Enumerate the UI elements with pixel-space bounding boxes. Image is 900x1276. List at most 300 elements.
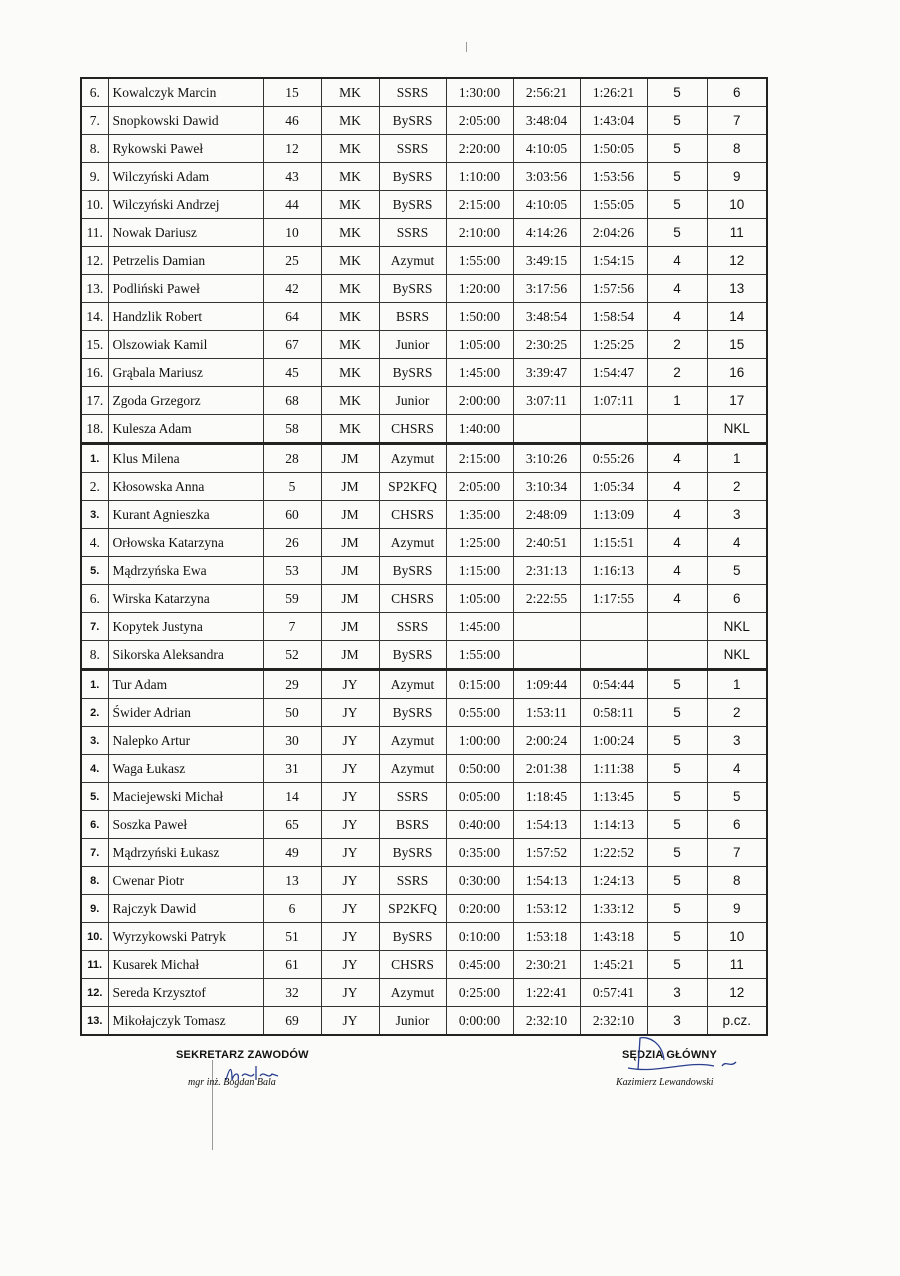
finish-time-cell: 3:49:15	[513, 247, 580, 275]
category-cell: JY	[321, 979, 379, 1007]
table-row	[81, 275, 767, 303]
points-cell: 5	[647, 107, 707, 135]
club-cell: BySRS	[379, 699, 446, 727]
secretary-title: SEKRETARZ ZAWODÓW	[176, 1049, 309, 1061]
club-cell: Azymut	[379, 755, 446, 783]
start-time-cell: 2:15:00	[446, 444, 513, 473]
points-cell	[647, 415, 707, 444]
club-cell: SSRS	[379, 867, 446, 895]
start-number-cell: 26	[263, 529, 321, 557]
finish-time-cell: 1:09:44	[513, 670, 580, 699]
row-number-cell: 2.	[81, 699, 108, 727]
place-cell: 8	[707, 867, 767, 895]
place-cell: 14	[707, 303, 767, 331]
result-time-cell: 2:04:26	[580, 219, 647, 247]
place-cell: 5	[707, 783, 767, 811]
competitor-name-cell: Petrzelis Damian	[108, 247, 263, 275]
table-row	[81, 331, 767, 359]
place-cell: 1	[707, 444, 767, 473]
table-row	[81, 247, 767, 275]
points-cell: 5	[647, 135, 707, 163]
points-cell: 5	[647, 951, 707, 979]
points-cell: 5	[647, 839, 707, 867]
club-cell: SSRS	[379, 613, 446, 641]
start-time-cell: 1:35:00	[446, 501, 513, 529]
club-cell: Azymut	[379, 727, 446, 755]
category-cell: MK	[321, 387, 379, 415]
table-row	[81, 783, 767, 811]
start-time-cell: 0:55:00	[446, 699, 513, 727]
table-row	[81, 670, 767, 699]
finish-time-cell: 1:18:45	[513, 783, 580, 811]
finish-time-cell: 2:48:09	[513, 501, 580, 529]
category-cell: MK	[321, 135, 379, 163]
category-cell: JM	[321, 557, 379, 585]
result-time-cell: 1:05:34	[580, 473, 647, 501]
club-cell: SSRS	[379, 135, 446, 163]
category-cell: MK	[321, 303, 379, 331]
competitor-name-cell: Waga Łukasz	[108, 755, 263, 783]
start-number-cell: 12	[263, 135, 321, 163]
start-number-cell: 45	[263, 359, 321, 387]
result-time-cell: 1:07:11	[580, 387, 647, 415]
place-cell: 11	[707, 951, 767, 979]
row-number-cell: 11.	[81, 951, 108, 979]
row-number-cell: 18.	[81, 415, 108, 444]
place-cell: NKL	[707, 641, 767, 670]
row-number-cell: 6.	[81, 78, 108, 107]
scan-mark-top	[466, 42, 467, 52]
club-cell: CHSRS	[379, 585, 446, 613]
points-cell: 2	[647, 359, 707, 387]
result-time-cell: 1:50:05	[580, 135, 647, 163]
points-cell: 4	[647, 557, 707, 585]
club-cell: BySRS	[379, 557, 446, 585]
points-cell: 4	[647, 529, 707, 557]
table-row	[81, 613, 767, 641]
competitor-name-cell: Handzlik Robert	[108, 303, 263, 331]
points-cell: 5	[647, 727, 707, 755]
finish-time-cell: 1:53:11	[513, 699, 580, 727]
points-cell: 5	[647, 78, 707, 107]
competitor-name-cell: Nalepko Artur	[108, 727, 263, 755]
start-number-cell: 49	[263, 839, 321, 867]
finish-time-cell: 4:14:26	[513, 219, 580, 247]
place-cell: 3	[707, 727, 767, 755]
place-cell: NKL	[707, 613, 767, 641]
club-cell: CHSRS	[379, 951, 446, 979]
table-row	[81, 951, 767, 979]
category-cell: JM	[321, 473, 379, 501]
row-number-cell: 9.	[81, 163, 108, 191]
start-number-cell: 69	[263, 1007, 321, 1036]
finish-time-cell: 1:53:12	[513, 895, 580, 923]
finish-time-cell: 3:17:56	[513, 275, 580, 303]
table-row	[81, 135, 767, 163]
result-time-cell: 1:14:13	[580, 811, 647, 839]
start-number-cell: 60	[263, 501, 321, 529]
start-number-cell: 29	[263, 670, 321, 699]
row-number-cell: 2.	[81, 473, 108, 501]
category-cell: MK	[321, 191, 379, 219]
place-cell: 7	[707, 107, 767, 135]
start-number-cell: 7	[263, 613, 321, 641]
row-number-cell: 15.	[81, 331, 108, 359]
row-number-cell: 8.	[81, 135, 108, 163]
competitor-name-cell: Kusarek Michał	[108, 951, 263, 979]
start-number-cell: 31	[263, 755, 321, 783]
row-number-cell: 7.	[81, 839, 108, 867]
competitor-name-cell: Wirska Katarzyna	[108, 585, 263, 613]
category-cell: MK	[321, 107, 379, 135]
club-cell: Azymut	[379, 529, 446, 557]
club-cell: BySRS	[379, 641, 446, 670]
points-cell: 5	[647, 219, 707, 247]
club-cell: Azymut	[379, 670, 446, 699]
club-cell: SSRS	[379, 78, 446, 107]
result-time-cell: 1:24:13	[580, 867, 647, 895]
finish-time-cell: 2:56:21	[513, 78, 580, 107]
points-cell: 5	[647, 163, 707, 191]
result-time-cell: 1:17:55	[580, 585, 647, 613]
competitor-name-cell: Mądrzyńska Ewa	[108, 557, 263, 585]
result-time-cell: 1:33:12	[580, 895, 647, 923]
result-time-cell: 1:55:05	[580, 191, 647, 219]
table-row	[81, 78, 767, 107]
table-row	[81, 839, 767, 867]
place-cell: 1	[707, 670, 767, 699]
start-number-cell: 30	[263, 727, 321, 755]
points-cell: 4	[647, 501, 707, 529]
place-cell: 4	[707, 529, 767, 557]
start-number-cell: 28	[263, 444, 321, 473]
start-time-cell: 1:30:00	[446, 78, 513, 107]
points-cell: 4	[647, 275, 707, 303]
start-time-cell: 1:55:00	[446, 641, 513, 670]
points-cell	[647, 613, 707, 641]
category-cell: MK	[321, 78, 379, 107]
row-number-cell: 4.	[81, 755, 108, 783]
category-cell: MK	[321, 275, 379, 303]
result-time-cell	[580, 641, 647, 670]
result-time-cell: 0:55:26	[580, 444, 647, 473]
club-cell: Junior	[379, 1007, 446, 1036]
category-cell: JY	[321, 1007, 379, 1036]
start-number-cell: 67	[263, 331, 321, 359]
result-time-cell: 1:43:18	[580, 923, 647, 951]
start-time-cell: 0:25:00	[446, 979, 513, 1007]
start-number-cell: 5	[263, 473, 321, 501]
category-cell: JY	[321, 670, 379, 699]
start-time-cell: 2:15:00	[446, 191, 513, 219]
result-time-cell: 1:58:54	[580, 303, 647, 331]
points-cell: 3	[647, 979, 707, 1007]
place-cell: 12	[707, 247, 767, 275]
points-cell: 4	[647, 303, 707, 331]
row-number-cell: 17.	[81, 387, 108, 415]
category-cell: JY	[321, 895, 379, 923]
table-row	[81, 219, 767, 247]
competitor-name-cell: Cwenar Piotr	[108, 867, 263, 895]
finish-time-cell: 2:32:10	[513, 1007, 580, 1036]
judge-signature	[618, 1030, 758, 1080]
competitor-name-cell: Podliński Paweł	[108, 275, 263, 303]
start-time-cell: 1:40:00	[446, 415, 513, 444]
finish-time-cell: 4:10:05	[513, 135, 580, 163]
secretary-signature	[222, 1062, 302, 1086]
finish-time-cell: 3:39:47	[513, 359, 580, 387]
points-cell	[647, 641, 707, 670]
result-time-cell: 1:57:56	[580, 275, 647, 303]
finish-time-cell: 1:53:18	[513, 923, 580, 951]
competitor-name-cell: Rajczyk Dawid	[108, 895, 263, 923]
finish-time-cell: 2:31:13	[513, 557, 580, 585]
place-cell: 2	[707, 473, 767, 501]
points-cell: 5	[647, 191, 707, 219]
finish-time-cell: 1:22:41	[513, 979, 580, 1007]
start-time-cell: 1:15:00	[446, 557, 513, 585]
row-number-cell: 12.	[81, 979, 108, 1007]
finish-time-cell: 2:30:21	[513, 951, 580, 979]
result-time-cell: 1:22:52	[580, 839, 647, 867]
table-row	[81, 811, 767, 839]
result-time-cell: 0:57:41	[580, 979, 647, 1007]
table-row	[81, 755, 767, 783]
result-time-cell: 1:54:47	[580, 359, 647, 387]
start-number-cell: 10	[263, 219, 321, 247]
start-time-cell: 1:45:00	[446, 359, 513, 387]
result-time-cell: 1:13:09	[580, 501, 647, 529]
finish-time-cell: 2:30:25	[513, 331, 580, 359]
competitor-name-cell: Zgoda Grzegorz	[108, 387, 263, 415]
table-row	[81, 895, 767, 923]
category-cell: JY	[321, 755, 379, 783]
points-cell: 2	[647, 331, 707, 359]
table-row	[81, 501, 767, 529]
start-number-cell: 42	[263, 275, 321, 303]
category-cell: JY	[321, 699, 379, 727]
row-number-cell: 8.	[81, 641, 108, 670]
table-row	[81, 641, 767, 670]
start-number-cell: 44	[263, 191, 321, 219]
results-table-body	[81, 78, 767, 1035]
table-row	[81, 923, 767, 951]
finish-time-cell: 2:40:51	[513, 529, 580, 557]
start-number-cell: 32	[263, 979, 321, 1007]
start-number-cell: 46	[263, 107, 321, 135]
row-number-cell: 7.	[81, 613, 108, 641]
table-row	[81, 163, 767, 191]
competitor-name-cell: Snopkowski Dawid	[108, 107, 263, 135]
row-number-cell: 3.	[81, 501, 108, 529]
row-number-cell: 12.	[81, 247, 108, 275]
table-row	[81, 191, 767, 219]
competitor-name-cell: Kurant Agnieszka	[108, 501, 263, 529]
row-number-cell: 5.	[81, 783, 108, 811]
start-time-cell: 1:00:00	[446, 727, 513, 755]
result-time-cell: 1:54:15	[580, 247, 647, 275]
start-time-cell: 1:25:00	[446, 529, 513, 557]
place-cell: 10	[707, 923, 767, 951]
start-number-cell: 50	[263, 699, 321, 727]
start-number-cell: 25	[263, 247, 321, 275]
competitor-name-cell: Maciejewski Michał	[108, 783, 263, 811]
finish-time-cell	[513, 415, 580, 444]
table-row	[81, 359, 767, 387]
competitor-name-cell: Sereda Krzysztof	[108, 979, 263, 1007]
table-row	[81, 387, 767, 415]
club-cell: Azymut	[379, 444, 446, 473]
points-cell: 4	[647, 473, 707, 501]
finish-time-cell: 3:03:56	[513, 163, 580, 191]
club-cell: BySRS	[379, 163, 446, 191]
club-cell: Junior	[379, 387, 446, 415]
start-time-cell: 1:55:00	[446, 247, 513, 275]
points-cell: 5	[647, 755, 707, 783]
club-cell: BySRS	[379, 107, 446, 135]
table-row	[81, 979, 767, 1007]
competitor-name-cell: Sikorska Aleksandra	[108, 641, 263, 670]
category-cell: MK	[321, 331, 379, 359]
category-cell: JM	[321, 585, 379, 613]
club-cell: Junior	[379, 331, 446, 359]
judge-title: SĘDZIA GŁÓWNY	[622, 1049, 718, 1061]
result-time-cell: 1:15:51	[580, 529, 647, 557]
category-cell: MK	[321, 415, 379, 444]
row-number-cell: 8.	[81, 867, 108, 895]
finish-time-cell: 3:07:11	[513, 387, 580, 415]
finish-time-cell: 1:54:13	[513, 867, 580, 895]
club-cell: BySRS	[379, 923, 446, 951]
row-number-cell: 4.	[81, 529, 108, 557]
place-cell: 16	[707, 359, 767, 387]
start-time-cell: 0:35:00	[446, 839, 513, 867]
row-number-cell: 14.	[81, 303, 108, 331]
finish-time-cell: 2:00:24	[513, 727, 580, 755]
result-time-cell	[580, 613, 647, 641]
finish-time-cell	[513, 613, 580, 641]
club-cell: SP2KFQ	[379, 473, 446, 501]
competitor-name-cell: Kulesza Adam	[108, 415, 263, 444]
place-cell: 2	[707, 699, 767, 727]
club-cell: BySRS	[379, 191, 446, 219]
result-time-cell: 0:58:11	[580, 699, 647, 727]
category-cell: JM	[321, 613, 379, 641]
points-cell: 4	[647, 247, 707, 275]
competitor-name-cell: Tur Adam	[108, 670, 263, 699]
finish-time-cell: 4:10:05	[513, 191, 580, 219]
category-cell: MK	[321, 247, 379, 275]
table-row	[81, 473, 767, 501]
club-cell: SP2KFQ	[379, 895, 446, 923]
club-cell: CHSRS	[379, 501, 446, 529]
result-time-cell: 0:54:44	[580, 670, 647, 699]
competitor-name-cell: Rykowski Paweł	[108, 135, 263, 163]
finish-time-cell: 2:22:55	[513, 585, 580, 613]
row-number-cell: 1.	[81, 670, 108, 699]
result-time-cell: 1:26:21	[580, 78, 647, 107]
start-time-cell: 0:50:00	[446, 755, 513, 783]
start-number-cell: 59	[263, 585, 321, 613]
category-cell: JY	[321, 923, 379, 951]
start-time-cell: 1:20:00	[446, 275, 513, 303]
place-cell: p.cz.	[707, 1007, 767, 1036]
table-row	[81, 444, 767, 473]
category-cell: JY	[321, 839, 379, 867]
start-number-cell: 61	[263, 951, 321, 979]
place-cell: 15	[707, 331, 767, 359]
competitor-name-cell: Wilczyński Andrzej	[108, 191, 263, 219]
result-time-cell: 1:45:21	[580, 951, 647, 979]
result-time-cell	[580, 415, 647, 444]
start-time-cell: 2:05:00	[446, 107, 513, 135]
club-cell: SSRS	[379, 783, 446, 811]
row-number-cell: 6.	[81, 811, 108, 839]
table-row	[81, 727, 767, 755]
points-cell: 4	[647, 444, 707, 473]
result-time-cell: 1:25:25	[580, 331, 647, 359]
result-time-cell: 2:32:10	[580, 1007, 647, 1036]
start-time-cell: 0:45:00	[446, 951, 513, 979]
place-cell: 5	[707, 557, 767, 585]
category-cell: MK	[321, 163, 379, 191]
club-cell: SSRS	[379, 219, 446, 247]
club-cell: BySRS	[379, 275, 446, 303]
place-cell: 6	[707, 585, 767, 613]
club-cell: BySRS	[379, 359, 446, 387]
competitor-name-cell: Wyrzykowski Patryk	[108, 923, 263, 951]
start-number-cell: 51	[263, 923, 321, 951]
place-cell: NKL	[707, 415, 767, 444]
competitor-name-cell: Wilczyński Adam	[108, 163, 263, 191]
category-cell: JM	[321, 501, 379, 529]
row-number-cell: 10.	[81, 923, 108, 951]
row-number-cell: 7.	[81, 107, 108, 135]
result-time-cell: 1:11:38	[580, 755, 647, 783]
result-time-cell: 1:13:45	[580, 783, 647, 811]
club-cell: CHSRS	[379, 415, 446, 444]
place-cell: 11	[707, 219, 767, 247]
place-cell: 9	[707, 895, 767, 923]
start-number-cell: 43	[263, 163, 321, 191]
competitor-name-cell: Kłosowska Anna	[108, 473, 263, 501]
category-cell: JY	[321, 811, 379, 839]
row-number-cell: 11.	[81, 219, 108, 247]
points-cell: 5	[647, 783, 707, 811]
start-number-cell: 68	[263, 387, 321, 415]
start-time-cell: 0:05:00	[446, 783, 513, 811]
row-number-cell: 16.	[81, 359, 108, 387]
finish-time-cell: 3:48:04	[513, 107, 580, 135]
start-number-cell: 13	[263, 867, 321, 895]
place-cell: 8	[707, 135, 767, 163]
category-cell: JY	[321, 783, 379, 811]
points-cell: 5	[647, 811, 707, 839]
row-number-cell: 13.	[81, 1007, 108, 1036]
table-row	[81, 557, 767, 585]
category-cell: JM	[321, 641, 379, 670]
points-cell: 5	[647, 670, 707, 699]
category-cell: JM	[321, 444, 379, 473]
row-number-cell: 3.	[81, 727, 108, 755]
result-time-cell: 1:53:56	[580, 163, 647, 191]
points-cell: 3	[647, 1007, 707, 1036]
place-cell: 4	[707, 755, 767, 783]
table-row	[81, 867, 767, 895]
competitor-name-cell: Soszka Paweł	[108, 811, 263, 839]
table-row	[81, 107, 767, 135]
finish-time-cell: 3:48:54	[513, 303, 580, 331]
